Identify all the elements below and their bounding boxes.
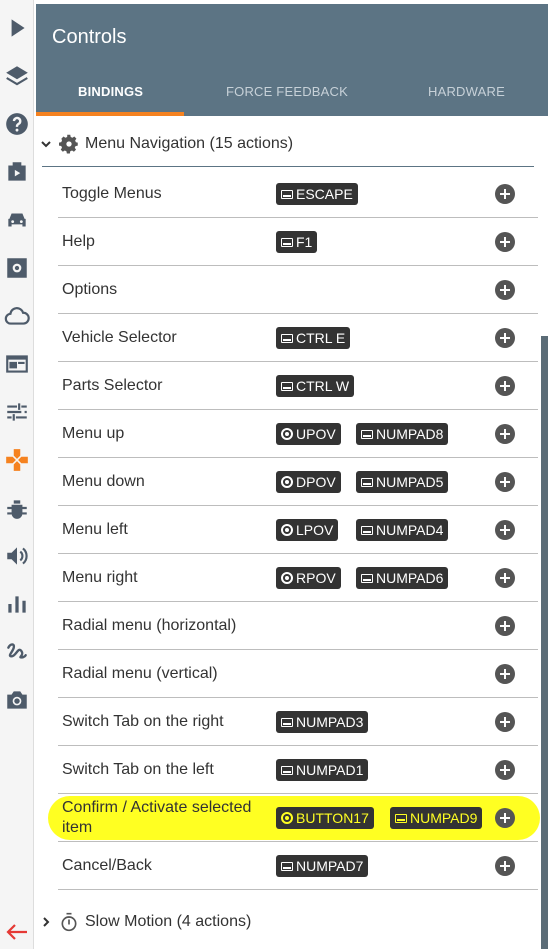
back-arrow-icon[interactable]: [0, 917, 34, 947]
add-binding-icon[interactable]: [495, 808, 515, 828]
add-binding-icon[interactable]: [495, 376, 515, 396]
keyboard-binding-chip[interactable]: [356, 423, 448, 445]
add-binding-icon[interactable]: [495, 328, 515, 348]
binding-row[interactable]: [58, 794, 538, 842]
group-slow-motion[interactable]: [36, 898, 536, 946]
binding-key-label: CTRL E: [296, 330, 346, 346]
gamepad-icon: [281, 812, 293, 824]
binding-action-label: Switch Tab on the left: [62, 761, 214, 778]
binding-row[interactable]: [58, 506, 538, 554]
binding-action-label: Radial menu (horizontal): [62, 617, 237, 634]
camera-icon[interactable]: [0, 680, 34, 720]
binding-row[interactable]: [58, 458, 538, 506]
scrollbar[interactable]: [540, 116, 548, 949]
browser-icon[interactable]: [0, 344, 34, 384]
keyboard-binding-chip[interactable]: [276, 327, 350, 349]
tab-hardware[interactable]: HARDWARE: [428, 84, 505, 99]
add-binding-icon[interactable]: [495, 712, 515, 732]
group-menu-navigation[interactable]: [36, 120, 536, 168]
binding-action-label: Parts Selector: [62, 377, 163, 394]
binding-key-label: LPOV: [296, 522, 334, 538]
keyboard-icon: [281, 766, 293, 775]
gamepad-icon: [281, 572, 293, 584]
add-binding-icon[interactable]: [495, 520, 515, 540]
add-binding-icon[interactable]: [495, 472, 515, 492]
panel-header: [36, 4, 548, 116]
binding-key-label: DPOV: [296, 474, 336, 490]
keyboard-icon: [361, 526, 373, 535]
keyboard-icon: [361, 574, 373, 583]
binding-action-label: Menu right: [62, 569, 138, 586]
tab-bindings[interactable]: BINDINGS: [78, 84, 144, 99]
binding-row[interactable]: [58, 842, 538, 890]
car-icon[interactable]: [0, 200, 34, 240]
binding-key-label: NUMPAD4: [376, 522, 444, 538]
tab-force-feedback[interactable]: FORCE FEEDBACK: [226, 84, 348, 99]
add-binding-icon[interactable]: [495, 856, 515, 876]
binding-key-label: NUMPAD9: [410, 810, 478, 826]
gamepad-binding-chip[interactable]: [276, 471, 341, 493]
sliders-icon[interactable]: [0, 392, 34, 432]
keyboard-icon: [281, 334, 293, 343]
cloud-icon[interactable]: [0, 296, 34, 336]
keyboard-binding-chip[interactable]: [276, 855, 368, 877]
gamepad-binding-chip[interactable]: [276, 423, 341, 445]
binding-action-label: Confirm / Activate selected item: [62, 799, 252, 836]
chevron-right-icon[interactable]: [36, 916, 56, 928]
binding-action-label: Options: [62, 281, 118, 298]
binding-row[interactable]: [58, 218, 538, 266]
binding-row[interactable]: [58, 698, 538, 746]
add-binding-icon[interactable]: [495, 232, 515, 252]
binding-action-label: Menu up: [62, 425, 125, 442]
scrollbar-thumb[interactable]: [541, 336, 548, 949]
binding-action-label: Vehicle Selector: [62, 329, 177, 346]
binding-row[interactable]: [58, 746, 538, 794]
keyboard-binding-chip[interactable]: [276, 231, 317, 253]
gamepad-icon: [281, 476, 293, 488]
volume-icon[interactable]: [0, 536, 34, 576]
group-title: Menu Navigation (15 actions): [85, 135, 294, 152]
panel-title: Controls: [52, 26, 127, 48]
keyboard-binding-chip[interactable]: [390, 807, 482, 829]
binding-action-label: Toggle Menus: [62, 185, 162, 202]
help-icon[interactable]: [0, 104, 34, 144]
gamepad-binding-chip[interactable]: [276, 567, 341, 589]
binding-key-label: CTRL W: [296, 378, 350, 394]
gear-icon: [56, 134, 82, 154]
bindings-list: [36, 116, 548, 949]
settings-icon[interactable]: [0, 248, 34, 288]
keyboard-binding-chip[interactable]: [276, 183, 358, 205]
gamepad-binding-chip[interactable]: [276, 519, 338, 541]
binding-key-label: BUTTON17: [296, 810, 369, 826]
binding-key-label: NUMPAD3: [296, 714, 364, 730]
add-binding-icon[interactable]: [495, 184, 515, 204]
binding-key-label: ESCAPE: [296, 186, 353, 202]
add-binding-icon[interactable]: [495, 280, 515, 300]
binding-row[interactable]: [58, 410, 538, 458]
add-binding-icon[interactable]: [495, 760, 515, 780]
binding-action-label: Cancel/Back: [62, 857, 152, 874]
add-binding-icon[interactable]: [495, 616, 515, 636]
controls-panel: [36, 4, 548, 949]
bug-icon[interactable]: [0, 488, 34, 528]
play-icon[interactable]: [0, 8, 34, 48]
binding-row[interactable]: [58, 362, 538, 410]
group-title: Slow Motion (4 actions): [85, 913, 252, 930]
keyboard-binding-chip[interactable]: [276, 759, 368, 781]
binding-key-label: RPOV: [296, 570, 336, 586]
chevron-down-icon[interactable]: [36, 138, 56, 150]
group-divider: [42, 166, 534, 167]
gamepad-binding-chip[interactable]: [276, 807, 374, 829]
binding-row[interactable]: [58, 554, 538, 602]
keyboard-icon: [361, 430, 373, 439]
bar-chart-icon[interactable]: [0, 584, 34, 624]
keyboard-icon: [281, 238, 293, 247]
binding-row[interactable]: [58, 266, 538, 314]
stopwatch-icon: [56, 912, 82, 932]
keyboard-binding-chip[interactable]: [356, 519, 448, 541]
keyboard-icon: [361, 478, 373, 487]
keyboard-icon: [281, 718, 293, 727]
binding-key-label: NUMPAD6: [376, 570, 444, 586]
icon-rail: [0, 0, 34, 949]
keyboard-binding-chip[interactable]: [276, 711, 368, 733]
gamepad-icon[interactable]: [0, 440, 34, 480]
gamepad-icon: [281, 428, 293, 440]
layers-icon[interactable]: [0, 56, 34, 96]
binding-action-label: Menu down: [62, 473, 145, 490]
binding-key-label: NUMPAD8: [376, 426, 444, 442]
binding-row[interactable]: [58, 602, 538, 650]
binding-row[interactable]: [58, 170, 538, 218]
keyboard-icon: [281, 382, 293, 391]
keyboard-icon: [281, 190, 293, 199]
keyboard-binding-chip[interactable]: [356, 471, 448, 493]
keyboard-binding-chip[interactable]: [356, 567, 448, 589]
binding-action-label: Radial menu (vertical): [62, 665, 218, 682]
add-binding-icon[interactable]: [495, 568, 515, 588]
keyboard-binding-chip[interactable]: [276, 375, 354, 397]
binding-row[interactable]: [58, 650, 538, 698]
binding-action-label: Switch Tab on the right: [62, 713, 224, 730]
keyboard-icon: [395, 814, 407, 823]
binding-key-label: NUMPAD5: [376, 474, 444, 490]
binding-row[interactable]: [58, 314, 538, 362]
binding-key-label: NUMPAD7: [296, 858, 364, 874]
gamepad-icon: [281, 524, 293, 536]
keyboard-icon: [281, 862, 293, 871]
signature-icon[interactable]: [0, 632, 34, 672]
binding-key-label: F1: [296, 234, 313, 250]
add-binding-icon[interactable]: [495, 664, 515, 684]
video-icon[interactable]: [0, 152, 34, 192]
add-binding-icon[interactable]: [495, 424, 515, 444]
binding-action-label: Menu left: [62, 521, 128, 538]
binding-key-label: UPOV: [296, 426, 336, 442]
binding-key-label: NUMPAD1: [296, 762, 364, 778]
binding-action-label: Help: [62, 233, 95, 250]
